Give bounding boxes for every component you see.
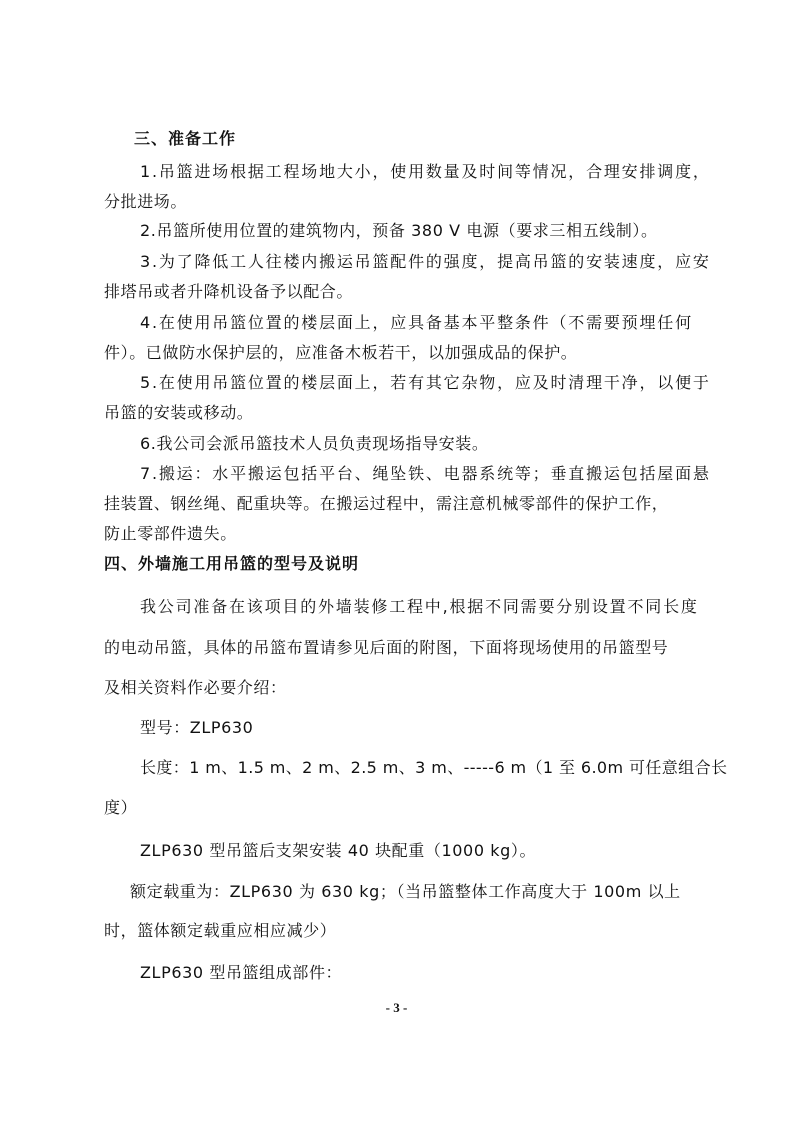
item-5-line-1: 5.在使用吊篮位置的楼层面上，若有其它杂物，应及时清理干净，以便于 bbox=[140, 373, 711, 392]
model-line: 型号：ZLP630 bbox=[140, 718, 254, 737]
item-3-line-1: 3.为了降低工人往楼内搬运吊篮配件的强度，提高吊篮的安装速度，应安 bbox=[140, 252, 711, 271]
item-1-line-1: 1.吊篮进场根据工程场地大小，使用数量及时间等情况，合理安排调度， bbox=[140, 162, 711, 181]
length-line-1: 长度：1 m、1.5 m、2 m、2.5 m、3 m、-----6 m（1 至 6.0m 可任意组合长 bbox=[140, 758, 728, 777]
intro-line-3: 及相关资料作必要介绍： bbox=[104, 678, 287, 697]
section-3-heading: 三、准备工作 bbox=[134, 129, 237, 148]
item-1-line-2: 分批进场。 bbox=[104, 192, 188, 211]
item-7-line-1: 7.搬运：水平搬运包括平台、绳坠铁、电器系统等；垂直搬运包括屋面悬 bbox=[140, 464, 711, 483]
item-7-line-3: 防止零部件遗失。 bbox=[104, 524, 237, 543]
item-7-line-2: 挂装置、钢丝绳、配重块等。在搬运过程中，需注意机械零部件的保护工作， bbox=[104, 494, 669, 513]
item-4-line-2: 件）。已做防水保护层的，应准备木板若干，以加强成品的保护。 bbox=[104, 343, 578, 362]
rated-load-line-2: 时，篮体额定载重应相应减少） bbox=[104, 921, 337, 940]
components-line: ZLP630 型吊篮组成部件： bbox=[140, 963, 343, 982]
item-4-line-1: 4.在使用吊篮位置的楼层面上，应具备基本平整条件（不需要预埋任何 bbox=[140, 313, 693, 332]
item-5-line-2: 吊篮的安装或移动。 bbox=[104, 403, 254, 422]
item-3-line-2: 排塔吊或者升降机设备予以配合。 bbox=[104, 282, 354, 301]
counterweight-line: ZLP630 型吊篮后支架安装 40 块配重（1000 kg）。 bbox=[140, 841, 537, 860]
intro-line-2: 的电动吊篮，具体的吊篮布置请参见后面的附图，下面将现场使用的吊篮型号 bbox=[104, 638, 669, 657]
section-4-heading: 四、外墙施工用吊篮的型号及说明 bbox=[104, 554, 360, 573]
rated-load-line-1: 额定载重为：ZLP630 为 630 kg；（当吊篮整体工作高度大于 100m 以上 bbox=[130, 882, 681, 901]
intro-line-1: 我公司准备在该项目的外墙装修工程中,根据不同需要分别设置不同长度 bbox=[140, 597, 699, 616]
item-6: 6.我公司会派吊篮技术人员负责现场指导安装。 bbox=[140, 434, 489, 453]
page-number: - 3 - bbox=[385, 1000, 408, 1015]
item-2: 2.吊篮所使用位置的建筑物内，预备 380 V 电源（要求三相五线制）。 bbox=[140, 221, 658, 240]
length-line-2: 度） bbox=[104, 798, 138, 817]
